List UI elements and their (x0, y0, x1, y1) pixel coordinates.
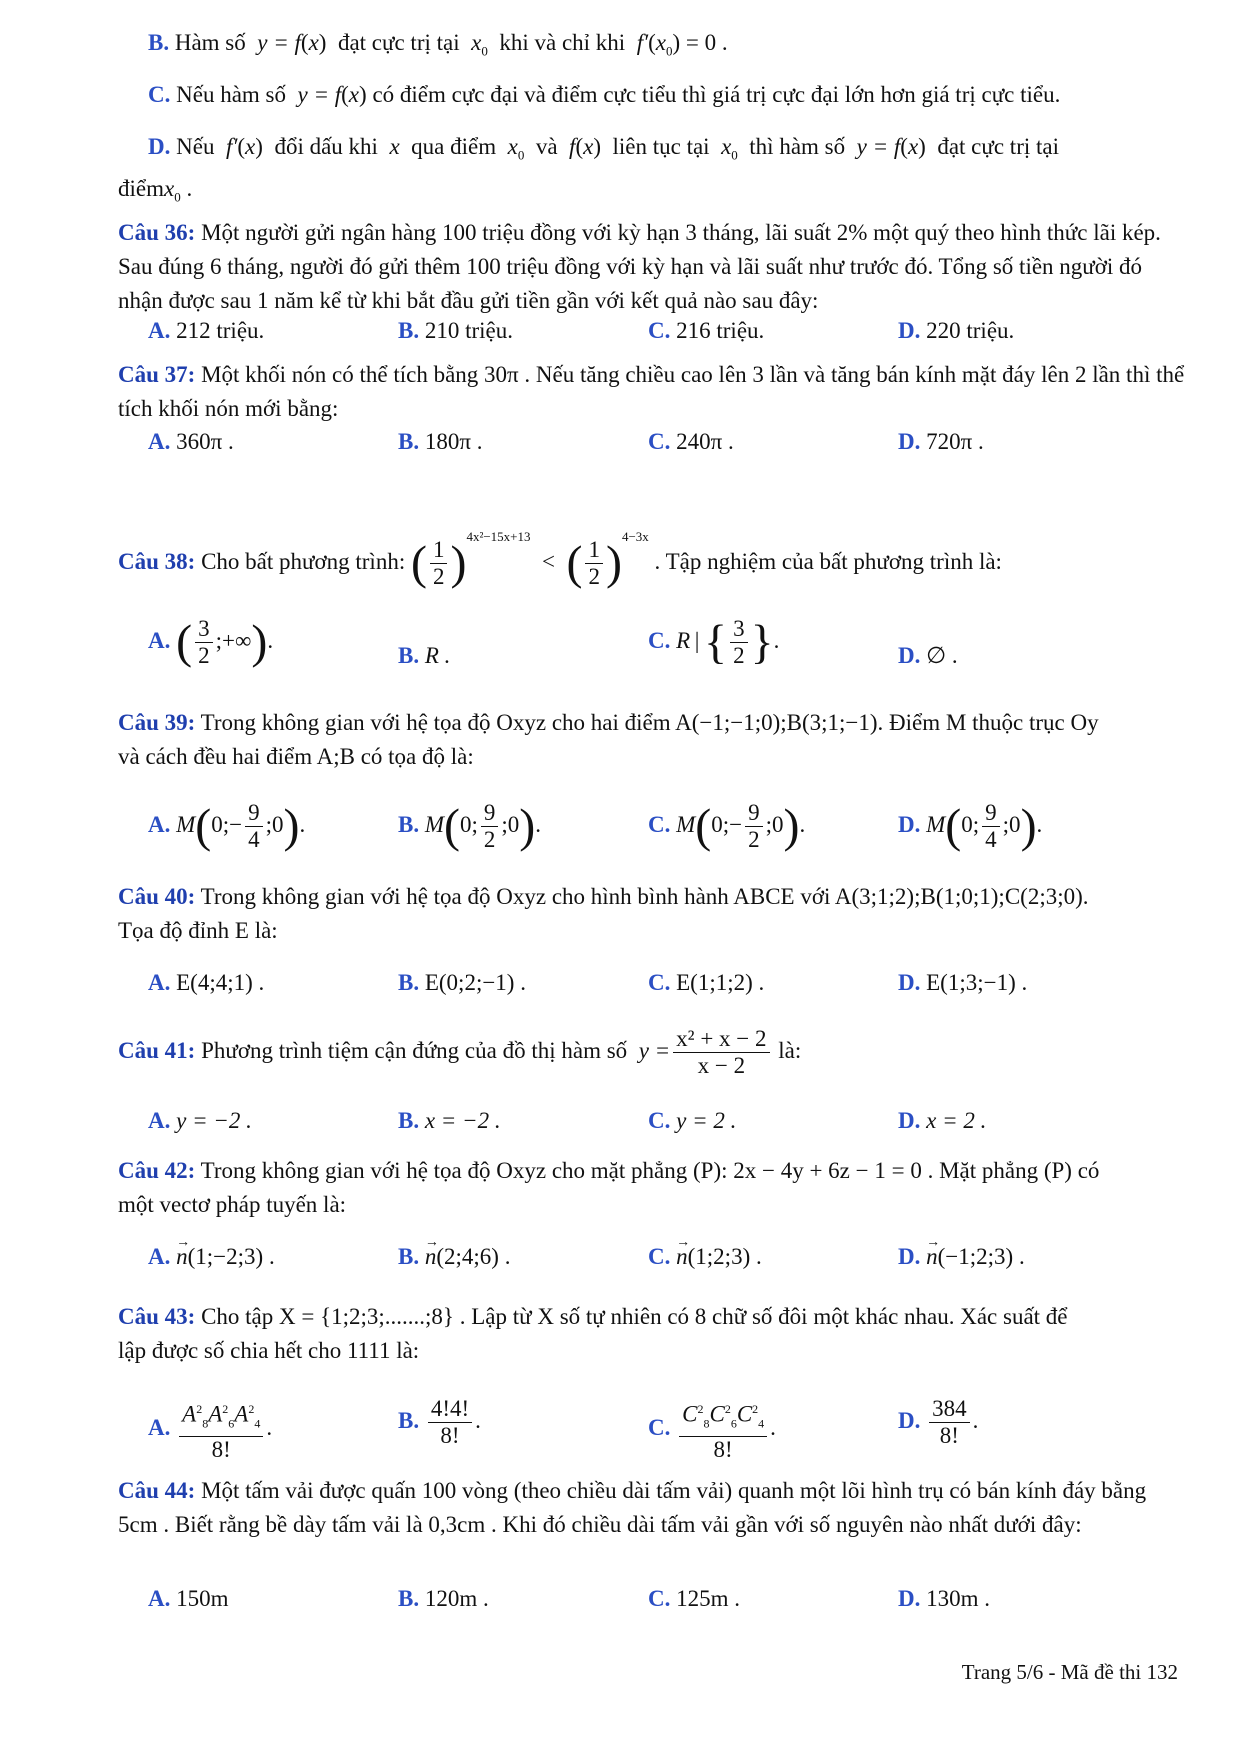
q41-option-c[interactable]: C. y = 2 . (648, 1108, 737, 1133)
q38-option-c[interactable]: C. R | { $\frac{3}{2}$ }. (648, 615, 780, 669)
question-43: Câu 43: Cho tập X = {1;2;3;.......;8} . Lập từ X số tự nhiên có 8 chữ số đôi một khác nhau. Xác suất để lập được số chia hết cho 1111 là: (118, 1304, 1068, 1363)
q41-option-d[interactable]: D. x = 2 . (898, 1108, 987, 1133)
question-41: Câu 41: Phương trình tiệm cận đứng của đồ thị hàm số y = $\frac{\text{x² + x − 2}}{x - 2}$ là: (118, 1026, 802, 1078)
q44-option-d[interactable]: D. 130m . (898, 1586, 991, 1611)
q38-exponent-1: 4x²−15x+13 (466, 529, 531, 544)
q43-option-d[interactable]: D. $\frac{384}{8!}$ . (898, 1396, 979, 1448)
question-38: Câu 38: Cho bất phương trình: ( $\frac{1}{2}$ )$^{4x^2-15x+13}$ < ( $\frac{1}{2}$ )$^{4-3x}$ . Tập nghiệm của bất phương trình là: (118, 529, 1002, 590)
q37-option-c[interactable]: C. 240π . (648, 429, 734, 454)
q36-option-a[interactable]: A. 212 triệu. (148, 318, 265, 343)
q41-option-b[interactable]: B. x = −2 . (398, 1108, 501, 1133)
q44-option-c[interactable]: C. 125m . (648, 1586, 741, 1611)
q36-option-b[interactable]: B. 210 triệu. (398, 318, 513, 343)
question-39: Câu 39: Trong không gian với hệ tọa độ Oxyz cho hai điểm A(−1;−1;0);B(3;1;−1). Điểm M thuộc trục Oy và cách đều hai điểm A;B có tọa độ là: (118, 710, 1099, 769)
q40-option-a[interactable]: A. E(4;4;1) . (148, 970, 265, 995)
q39-option-a[interactable]: A. M(0;− $\frac{9}{4}$ ;0). (148, 799, 306, 853)
q37-option-d[interactable]: D. 720π . (898, 429, 984, 454)
q42-option-b[interactable]: B. → n(2;4;6) . (398, 1240, 510, 1274)
q37-option-b[interactable]: B. 180π . (398, 429, 483, 454)
q43-option-c[interactable]: C. $\frac{C^2_8C^2_6C^2_4}{8!}$ . (648, 1396, 776, 1463)
q43-option-a[interactable]: A. $\frac{A^2_8A^2_6A^2_4}{8!}$ . (148, 1396, 272, 1463)
statement-c: C. Nếu hàm số y = f(x) có điểm cực đại và điểm cực tiểu thì giá trị cực đại lớn hơn giá trị cực tiểu. (148, 82, 1061, 107)
statement-d-line2: điểmx$_0$ . (118, 176, 193, 205)
q38-option-d[interactable]: D. ∅ . (898, 643, 958, 668)
q40-option-d[interactable]: D. E(1;3;−1) . (898, 970, 1028, 995)
question-37: Câu 37: Một khối nón có thể tích bằng 30π . Nếu tăng chiều cao lên 3 lần và tăng bán kính mặt đáy lên 2 lần thì thể tích khối nón mới bằng: (118, 362, 1185, 421)
q39-option-b[interactable]: B. M(0; $\frac{9}{2}$ ;0). (398, 799, 542, 853)
question-40: Câu 40: Trong không gian với hệ tọa độ Oxyz cho hình bình hành ABCE với A(3;1;2);B(1;0;1);C(2;3;0). Tọa độ đỉnh E là: (118, 884, 1089, 943)
q40-option-b[interactable]: B. E(0;2;−1) . (398, 970, 526, 995)
q38-option-b[interactable]: B. R . (398, 643, 451, 668)
q37-option-a[interactable]: A. 360π . (148, 429, 234, 454)
question-36: Câu 36: Một người gửi ngân hàng 100 triệu đồng với kỳ hạn 3 tháng, lãi suất 2% một quý theo hình thức lãi kép. Sau đúng 6 tháng, người đó gửi thêm 100 triệu đồng với kỳ hạn và lãi suất như trước đó. Tổng số tiền người đó nhận được sau 1 năm kể từ khi bắt đầu gửi tiền gần với kết quả nào sau đây: (118, 220, 1161, 313)
q36-option-c[interactable]: C. 216 triệu. (648, 318, 765, 343)
q42-option-a[interactable]: A. → n(1;−2;3) . (148, 1240, 275, 1274)
page-footer: Trang 5/6 - Mã đề thi 132 (961, 1660, 1178, 1684)
q39-option-d[interactable]: D. M(0; $\frac{9}{4}$ ;0). (898, 799, 1043, 853)
q41-option-a[interactable]: A. y = −2 . (148, 1108, 252, 1133)
statement-b: B. Hàm số y = f(x) đạt cực trị tại $x_0$ khi và chỉ khi $f'(x_0) = 0$ . (148, 30, 728, 59)
q38-exponent-2: 4−3x (621, 529, 649, 544)
question-44: Câu 44: Một tấm vải được quấn 100 vòng (theo chiều dài tấm vải) quanh một lõi hình trụ có bán kính đáy bằng 5cm . Biết rằng bề dày tấm vải là 0,3cm . Khi đó chiều dài tấm vải gần với số nguyên nào nhất dưới đây: (118, 1478, 1147, 1537)
q39-option-c[interactable]: C. M(0;− $\frac{9}{2}$ ;0). (648, 799, 806, 853)
q43-option-b[interactable]: B. $\frac{4!4!}{8!}$ . (398, 1396, 481, 1448)
question-42: Câu 42: Trong không gian với hệ tọa độ Oxyz cho mặt phẳng (P): 2x − 4y + 6z − 1 = 0 . Mặt phẳng (P) có một vectơ pháp tuyến là: (118, 1158, 1100, 1217)
q38-option-a[interactable]: A. ( $\frac{3}{2}$ ;+∞). (148, 615, 274, 669)
q44-option-a[interactable]: A. 150m (148, 1586, 229, 1611)
q36-option-d[interactable]: D. 220 triệu. (898, 318, 1015, 343)
q42-option-c[interactable]: C. → n(1;2;3) . (648, 1240, 762, 1274)
q42-option-d[interactable]: D. → n(−1;2;3) . (898, 1240, 1025, 1274)
q44-option-b[interactable]: B. 120m . (398, 1586, 489, 1611)
q40-option-c[interactable]: C. E(1;1;2) . (648, 970, 765, 995)
statement-d: D. Nếu f′(x) đổi dấu khi x qua điểm $x_0$ và f(x) liên tục tại $x_0$ thì hàm số y = f(x) đạt cực trị tại (148, 134, 1059, 163)
